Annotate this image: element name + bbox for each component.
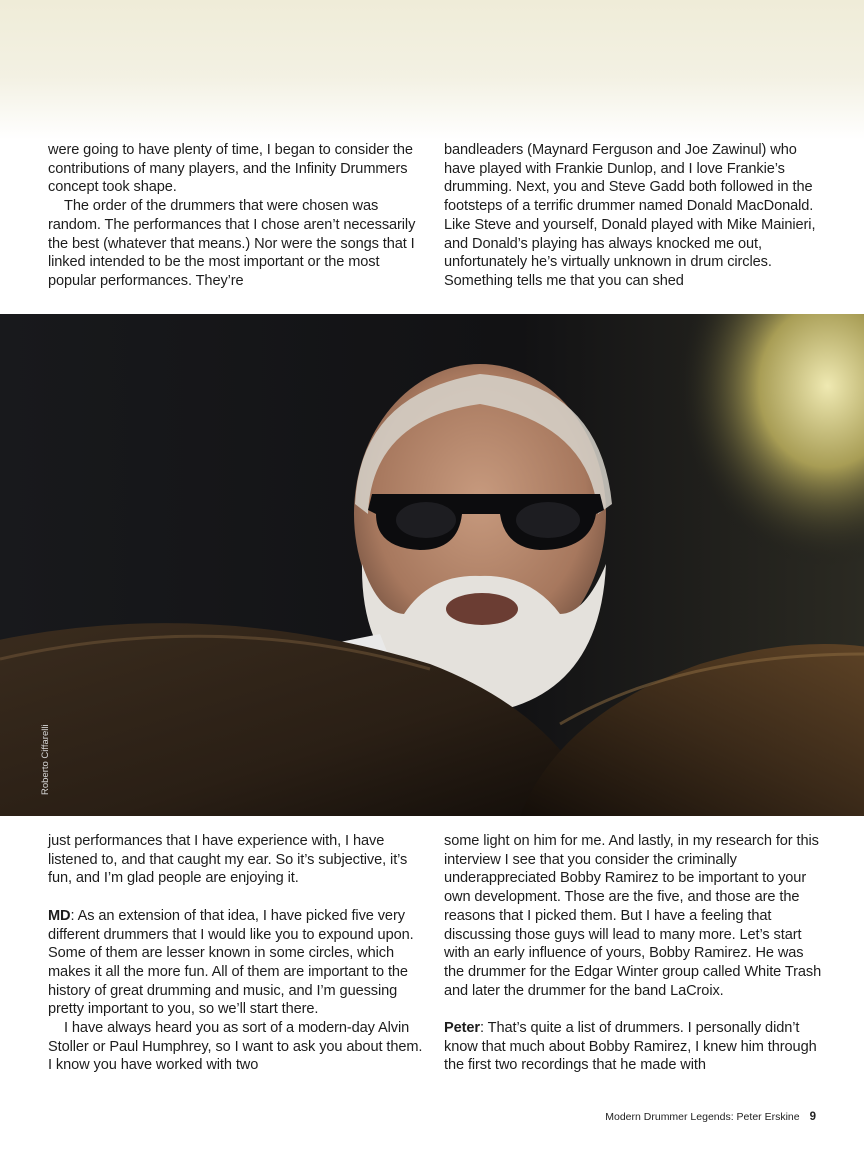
header-band — [0, 0, 864, 140]
text-column-top-right — [444, 141, 824, 291]
text-column-bottom-right — [444, 832, 824, 1075]
paragraph: were going to have plenty of time, I began to consider the contributions of many players, and the Infinity Drummers concept took shape. — [48, 142, 413, 196]
photo-credit: Roberto Ciffarelli — [40, 724, 51, 795]
paragraph — [48, 907, 428, 1019]
publication-title: Modern Drummer Legends: Peter Erskine — [605, 1111, 800, 1123]
paragraph: I have always heard you as sort of a modern-day Alvin Stoller or Paul Humphrey, so I want to ask you about them. I know you have worked with two — [48, 1020, 423, 1074]
paragraph: The order of the drummers that were chosen was random. The performances that I chose aren’t necessarily the best (whatever that means.) Nor were the songs that I linked intended to be the most important or the most popular performances. They’re — [48, 198, 416, 289]
paragraph: just performances that I have experience with, I have listened to, and that caught my ear. So it’s subjective, it’s fun, and I’m glad people are enjoying it. — [48, 833, 408, 887]
answer-text: : That’s quite a list of drummers. I personally didn’t know that much about Bobby Ramirez, I knew him through the first two recordings that he made with — [444, 1020, 817, 1074]
text-column-bottom-left — [48, 832, 428, 1075]
question-text: : As an extension of that idea, I have picked five very different drummers that I would like you to expound upon. Some of them are lesser known in some circles, which makes it all the more fun. All of them are important to the history of great drumming and music, and I’m guessing pretty important to you, so we’ll start there. — [48, 907, 414, 1018]
page-number: 9 — [809, 1111, 816, 1123]
text-column-top-left — [48, 141, 428, 291]
paragraph: bandleaders (Maynard Ferguson and Joe Zawinul) who have played with Frankie Dunlop, and I love Frankie’s drumming. Next, you and Steve Gadd both followed in the footsteps of a terrific drummer named Donald MacDonald. Like Steve and yourself, Donald played with Mike Mainieri, and Donald’s playing has always knocked me out, unfortunately he’s virtually unknown in drum circles. Something tells me that you can shed — [444, 142, 816, 289]
drummer-photo — [0, 314, 864, 816]
paragraph: some light on him for me. And lastly, in my research for this interview I see that you consider the criminally underappreciated Bobby Ramirez to be important to your own development. Those are the five, and those are the reasons that I picked them. But I have a feeling that discussing those guys will lead to many more. Let’s start with an early influence of yours, Bobby Ramirez. He was the drummer for the Edgar Winter group called White Trash and later the drummer for the band LaCroix. — [444, 833, 822, 999]
page-footer — [605, 1111, 816, 1123]
speaker-label: Peter — [444, 1020, 481, 1037]
paragraph — [444, 1019, 824, 1075]
speaker-label: MD — [48, 907, 71, 924]
